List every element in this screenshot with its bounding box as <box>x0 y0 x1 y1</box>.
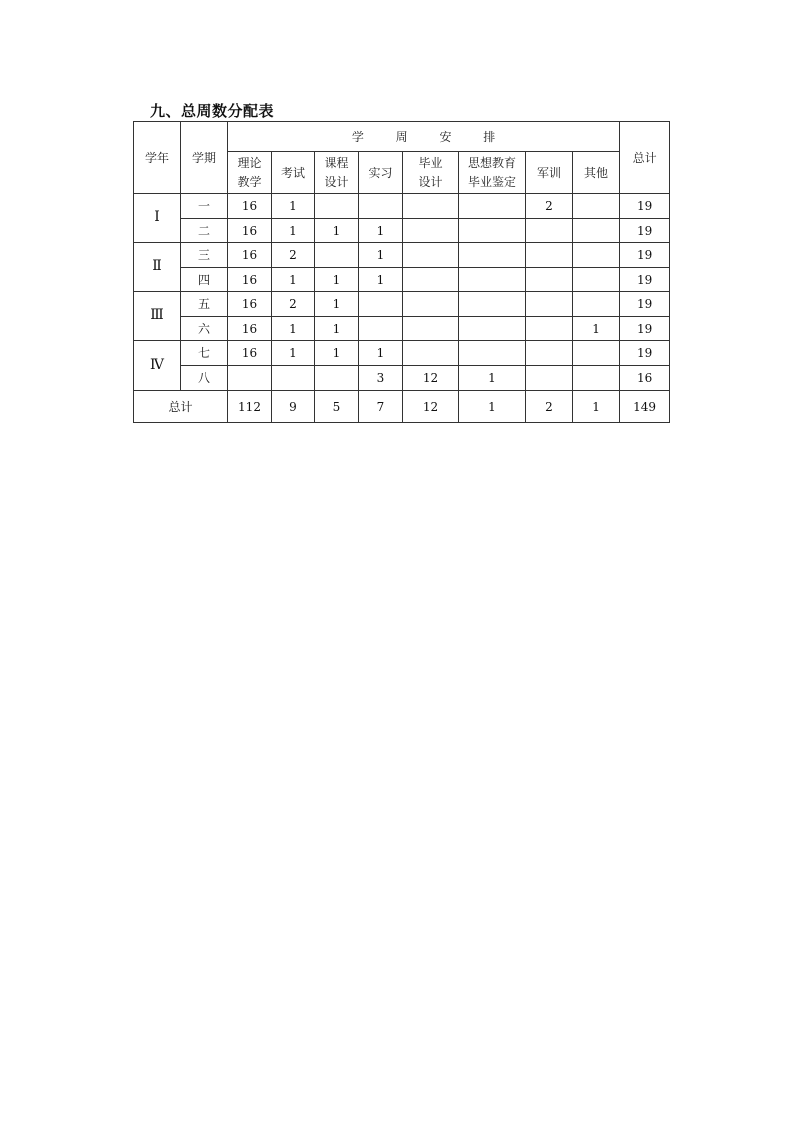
table-cell <box>526 317 573 341</box>
row-total-cell: 19 <box>620 268 670 292</box>
table-cell: 1 <box>272 268 315 292</box>
table-row <box>134 243 670 268</box>
summary-cell: 1 <box>459 391 526 423</box>
table-cell: 1 <box>272 341 315 366</box>
summary-total-cell: 149 <box>620 391 670 423</box>
table-cell <box>315 366 359 391</box>
table-cell <box>573 243 620 268</box>
table-cell: 1 <box>459 366 526 391</box>
term-cell: 七 <box>181 341 228 366</box>
table-cell: 1 <box>315 341 359 366</box>
table-cell: 16 <box>228 243 272 268</box>
table-cell: 1 <box>573 317 620 341</box>
summary-cell: 12 <box>403 391 459 423</box>
summary-cell: 1 <box>573 391 620 423</box>
year-cell: Ⅳ <box>134 341 181 391</box>
table-cell <box>526 366 573 391</box>
header-col-military-label: 军训 <box>536 165 561 180</box>
table-cell <box>403 243 459 268</box>
table-cell <box>526 219 573 243</box>
row-total-cell: 19 <box>620 219 670 243</box>
header-col-exam <box>272 152 315 194</box>
term-cell: 八 <box>181 366 228 391</box>
table-cell <box>403 194 459 219</box>
table-cell <box>359 317 403 341</box>
summary-cell: 9 <box>272 391 315 423</box>
table-cell <box>526 243 573 268</box>
table-cell: 1 <box>272 194 315 219</box>
row-total-cell: 19 <box>620 292 670 317</box>
year-cell: Ⅲ <box>134 292 181 341</box>
table-cell: 1 <box>272 219 315 243</box>
table-cell <box>459 317 526 341</box>
table-cell <box>573 366 620 391</box>
header-col-graduation-design <box>403 152 459 194</box>
table-cell: 2 <box>526 194 573 219</box>
table-cell <box>359 194 403 219</box>
header-col-internship-label: 实习 <box>368 165 393 180</box>
table-cell: 1 <box>359 341 403 366</box>
table-cell <box>403 317 459 341</box>
table-cell <box>315 243 359 268</box>
header-group-label: 学 周 安 排 <box>351 129 510 144</box>
table-cell <box>526 341 573 366</box>
table-cell <box>573 292 620 317</box>
year-cell: Ⅱ <box>134 243 181 292</box>
term-cell: 三 <box>181 243 228 268</box>
table-cell <box>573 268 620 292</box>
row-total-cell: 16 <box>620 366 670 391</box>
section-title: 九、总周数分配表 <box>150 102 275 120</box>
table-cell <box>459 219 526 243</box>
header-total: 总计 <box>620 122 670 194</box>
table-cell <box>573 194 620 219</box>
table-cell: 1 <box>359 219 403 243</box>
header-col-ideology <box>459 152 526 194</box>
header-col-ideology-label: 思想教育毕业鉴定 <box>467 155 516 189</box>
table-cell: 1 <box>315 292 359 317</box>
table-cell: 12 <box>403 366 459 391</box>
row-total-cell: 19 <box>620 341 670 366</box>
header-col-exam-label: 考试 <box>280 165 305 180</box>
table-cell: 1 <box>359 243 403 268</box>
table-cell <box>403 219 459 243</box>
table-cell <box>573 219 620 243</box>
table-cell: 3 <box>359 366 403 391</box>
header-col-military <box>526 152 573 194</box>
table-cell <box>459 243 526 268</box>
year-cell: Ⅰ <box>134 194 181 243</box>
header-col-theory-label: 理论教学 <box>237 155 262 189</box>
table-cell <box>403 268 459 292</box>
header-year: 学年 <box>134 122 181 194</box>
table-cell <box>403 341 459 366</box>
table-cell <box>459 341 526 366</box>
header-row <box>134 122 670 152</box>
week-distribution-table <box>133 121 670 423</box>
header-group <box>228 122 620 152</box>
summary-label: 总计 <box>134 391 228 423</box>
table-cell <box>573 341 620 366</box>
table-row <box>134 341 670 366</box>
table-cell <box>459 292 526 317</box>
summary-cell: 2 <box>526 391 573 423</box>
summary-cell: 112 <box>228 391 272 423</box>
term-cell: 五 <box>181 292 228 317</box>
table-cell: 16 <box>228 219 272 243</box>
term-cell: 六 <box>181 317 228 341</box>
term-cell: 二 <box>181 219 228 243</box>
table-cell: 2 <box>272 292 315 317</box>
table-cell <box>526 292 573 317</box>
table-cell: 2 <box>272 243 315 268</box>
table-row <box>134 194 670 219</box>
term-cell: 一 <box>181 194 228 219</box>
table-cell: 1 <box>359 268 403 292</box>
header-col-course-design-label: 课程设计 <box>324 155 349 189</box>
table-row <box>134 219 670 243</box>
table-cell: 16 <box>228 317 272 341</box>
table-cell: 1 <box>315 219 359 243</box>
table-row <box>134 292 670 317</box>
table-cell: 16 <box>228 292 272 317</box>
header-term: 学期 <box>181 122 228 194</box>
header-col-other-label: 其他 <box>584 165 609 180</box>
table-row <box>134 268 670 292</box>
summary-cell: 5 <box>315 391 359 423</box>
table-cell <box>526 268 573 292</box>
table-cell: 1 <box>272 317 315 341</box>
row-total-cell: 19 <box>620 317 670 341</box>
table-cell: 1 <box>315 268 359 292</box>
summary-row <box>134 391 670 423</box>
header-col-other <box>573 152 620 194</box>
header-col-course-design <box>315 152 359 194</box>
row-total-cell: 19 <box>620 194 670 219</box>
table-cell <box>228 366 272 391</box>
table-cell <box>315 194 359 219</box>
table-cell: 16 <box>228 268 272 292</box>
header-col-graduation-design-label: 毕业设计 <box>418 155 443 189</box>
table-cell <box>459 268 526 292</box>
table-cell <box>403 292 459 317</box>
header-col-theory <box>228 152 272 194</box>
table-cell: 16 <box>228 341 272 366</box>
table-cell: 16 <box>228 194 272 219</box>
table-row <box>134 366 670 391</box>
term-cell: 四 <box>181 268 228 292</box>
table-cell <box>272 366 315 391</box>
table-cell <box>359 292 403 317</box>
summary-cell: 7 <box>359 391 403 423</box>
table-cell: 1 <box>315 317 359 341</box>
row-total-cell: 19 <box>620 243 670 268</box>
table-cell <box>459 194 526 219</box>
header-col-internship <box>359 152 403 194</box>
table-row <box>134 317 670 341</box>
